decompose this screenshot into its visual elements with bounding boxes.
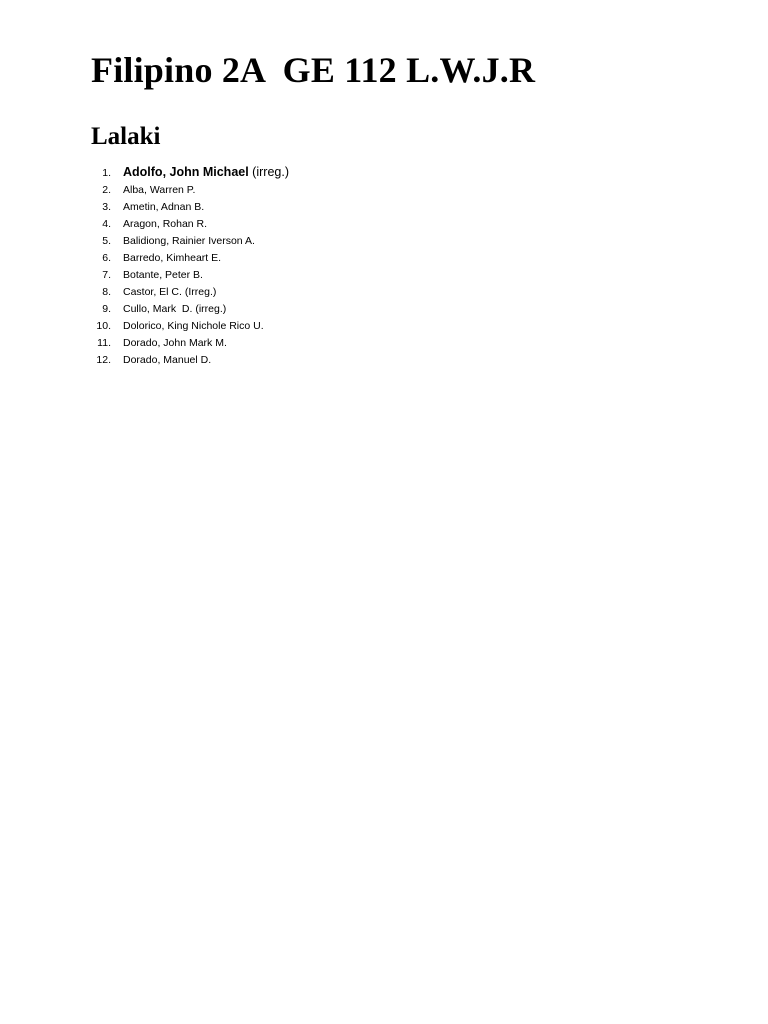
- list-item-name: Dorado, Manuel D.: [123, 354, 212, 366]
- list-item: [91, 303, 289, 320]
- list-item-name: Balidiong, Rainier Iverson A.: [123, 235, 255, 247]
- list-item-name: Botante, Peter B.: [123, 269, 203, 281]
- list-item-number: 4.: [102, 218, 111, 230]
- list-item-number: 6.: [102, 252, 111, 264]
- document-title: Filipino 2A GE 112 L.W.J.R: [91, 50, 536, 90]
- list-item: [91, 354, 289, 371]
- list-item: [91, 320, 289, 337]
- list-item-number: 3.: [102, 201, 111, 213]
- list-item: [91, 252, 289, 269]
- list-item-name: Dolorico, King Nichole Rico U.: [123, 320, 264, 332]
- list-item-number: 11.: [97, 337, 111, 349]
- list-item-number: 9.: [102, 303, 111, 315]
- list-item-number: 2.: [102, 184, 111, 196]
- list-item: [91, 337, 289, 354]
- section-heading: Lalaki: [91, 123, 161, 150]
- list-item-number: 1.: [102, 167, 111, 179]
- list-item-number: 10.: [96, 320, 111, 332]
- list-item: [91, 201, 289, 218]
- list-item-name: Cullo, Mark D. (irreg.): [123, 303, 227, 315]
- list-item-number: 12.: [96, 354, 111, 366]
- list-item: [91, 286, 289, 303]
- list-item: [91, 235, 289, 252]
- list-item-name: Dorado, John Mark M.: [123, 337, 227, 349]
- list-item-number: 7.: [102, 269, 111, 281]
- student-roster-list: [91, 165, 289, 371]
- list-item-name: Castor, El C. (Irreg.): [123, 286, 217, 298]
- list-item-name: Alba, Warren P.: [123, 184, 196, 196]
- list-item-number: 8.: [102, 286, 111, 298]
- list-item: [91, 269, 289, 286]
- list-item-name: [123, 165, 289, 179]
- list-item-name: Barredo, Kimheart E.: [123, 252, 222, 264]
- list-item-name-suffix: (irreg.): [248, 165, 289, 179]
- list-item-name-bold: Adolfo, John Michael: [123, 165, 249, 179]
- list-item: [91, 165, 289, 184]
- list-item-name: Aragon, Rohan R.: [123, 218, 208, 230]
- list-item-name: Ametin, Adnan B.: [123, 201, 205, 213]
- list-item: [91, 184, 289, 201]
- list-item-number: 5.: [102, 235, 111, 247]
- list-item: [91, 218, 289, 235]
